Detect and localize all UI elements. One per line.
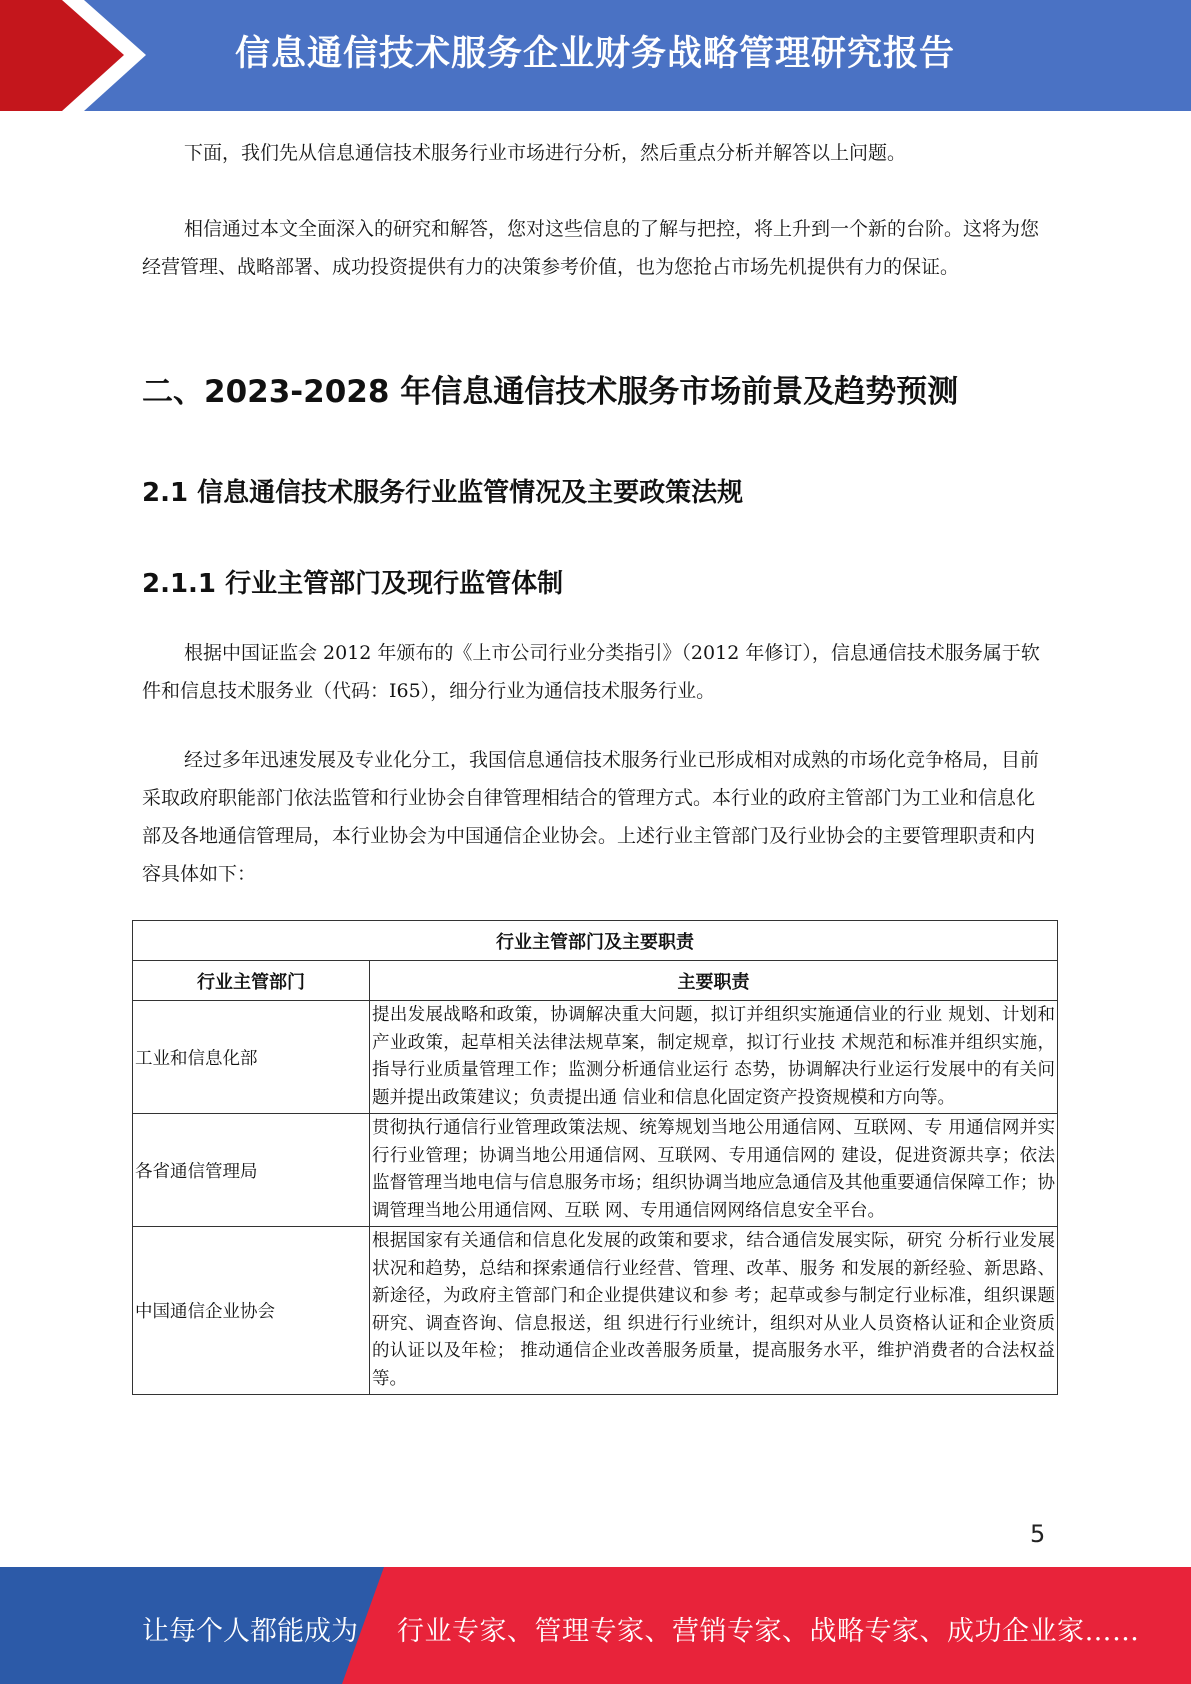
page-number: 5 [1030, 1520, 1046, 1548]
regulator-duties-table [132, 920, 1058, 1395]
table-title-row [133, 921, 1058, 961]
body-paragraph-classification: 根据中国证监会 2012 年颁布的《上市公司行业分类指引》（2012 年修订），信息通信技术服务属于软件和信息技术服务业（代码：I65），细分行业为通信技术服务行业。 [142, 642, 1040, 702]
page-footer [0, 1567, 1191, 1684]
dept-cell: 工业和信息化部 [133, 1001, 370, 1114]
footer-slogan-right: 行业专家、管理专家、营销专家、战略专家、成功企业家…… [397, 1616, 1140, 1647]
table-header-row [133, 961, 1058, 1001]
section-heading-2: 二、2023-2028 年信息通信技术服务市场前景及趋势预测 [142, 374, 959, 410]
subsection-heading-2-1: 2.1 信息通信技术服务行业监管情况及主要政策法规 [142, 478, 744, 508]
dept-cell: 各省通信管理局 [133, 1114, 370, 1227]
duty-cell: 提出发展战略和政策，协调解决重大问题，拟订并组织实施通信业的行业 规划、计划和产业政策，起草相关法律法规草案，制定规章，拟订行业技 术规范和标准并组织实施，指导行业质量管理工作；监测分析通信业运行 态势，协调解决行业运行发展中的有关问题并提出政策建议；负责提出通 信业和信息化固定资产投资规模和方向等。 [370, 1001, 1058, 1114]
column-header-duty: 主要职责 [370, 961, 1058, 1001]
duty-cell: 贯彻执行通信行业管理政策法规、统筹规划当地公用通信网、互联网、专 用通信网并实行行业管理；协调当地公用通信网、互联网、专用通信网的 建设，促进资源共享；依法监督管理当地电信与信息服务市场；组织协调当地应急通信及其他重要通信保障工作；协调管理当地公用通信网、互联 网、专用通信网网络信息安全平台。 [370, 1114, 1058, 1227]
intro-paragraph-2: 相信通过本文全面深入的研究和解答，您对这些信息的了解与把控，将上升到一个新的台阶。这将为您经营管理、战略部署、成功投资提供有力的决策参考价值，也为您抢占市场先机提供有力的保证。 [142, 218, 1040, 278]
page-header [0, 0, 1191, 111]
report-title: 信息通信技术服务企业财务战略管理研究报告 [235, 34, 956, 74]
table-row [133, 1227, 1058, 1395]
column-header-dept: 行业主管部门 [133, 961, 370, 1001]
duty-cell: 根据国家有关通信和信息化发展的政策和要求，结合通信发展实际，研究 分析行业发展状况和趋势，总结和探索通信行业经营、管理、改革、服务 和发展的新经验、新思路、新途径，为政府主管部门和企业提供建议和参 考；起草或参与制定行业标准，组织课题研究、调查咨询、信息报送，组 织进行行业统计，组织对从业人员资格认证和企业资质的认证以及年检； 推动通信企业改善服务质量，提高服务水平，维护消费者的合法权益等。 [370, 1227, 1058, 1395]
subsection-heading-2-1-1: 2.1.1 行业主管部门及现行监管体制 [142, 569, 564, 599]
intro-paragraph-1: 下面，我们先从信息通信技术服务行业市场进行分析，然后重点分析并解答以上问题。 [184, 142, 907, 164]
chevron-arrow-decoration [0, 0, 160, 111]
table-row [133, 1114, 1058, 1227]
table-title: 行业主管部门及主要职责 [133, 921, 1058, 961]
body-paragraph-regulation: 经过多年迅速发展及专业化分工，我国信息通信技术服务行业已形成相对成熟的市场化竞争格局，目前采取政府职能部门依法监管和行业协会自律管理相结合的管理方式。本行业的政府主管部门为工业和信息化部及各地通信管理局，本行业协会为中国通信企业协会。上述行业主管部门及行业协会的主要管理职责和内容具体如下： [142, 749, 1040, 885]
dept-cell: 中国通信企业协会 [133, 1227, 370, 1395]
footer-slogan-left: 让每个人都能成为 [142, 1616, 358, 1647]
table-row [133, 1001, 1058, 1114]
